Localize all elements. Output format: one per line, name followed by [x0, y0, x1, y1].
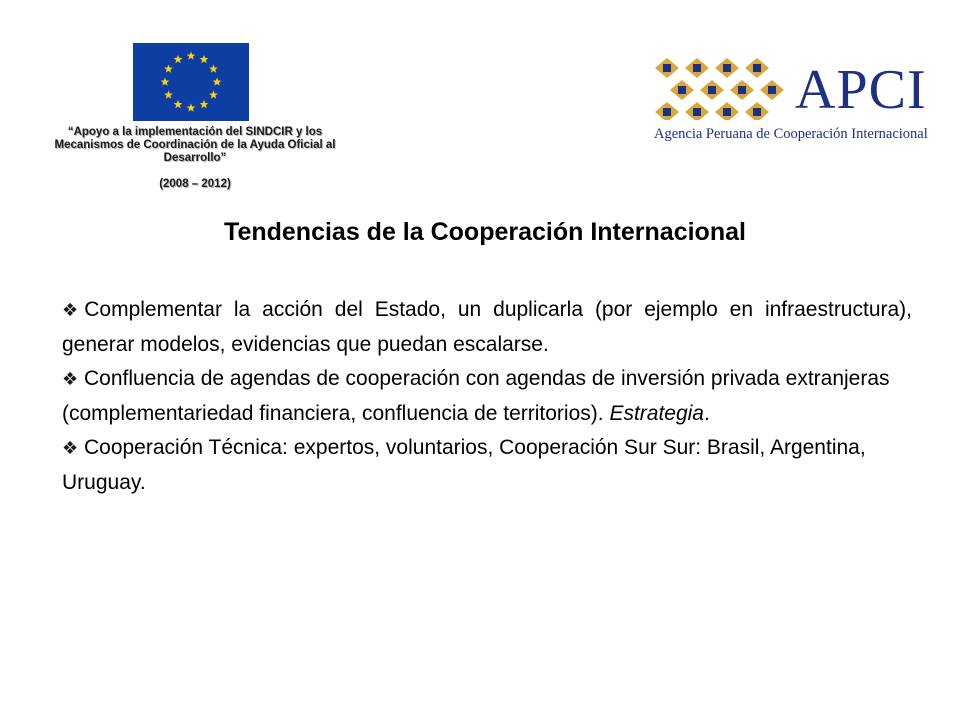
- bullet-tail: .: [704, 402, 710, 425]
- bullet-text: Complementar la acción del Estado, un duplicarla (por ejemplo en infraestructura), generar modelos, evidencias que puedan escalarse.: [62, 298, 913, 356]
- bullet-text: Cooperación Técnica: expertos, voluntarios, Cooperación Sur Sur: Brasil, Argentina, Uruguay.: [62, 436, 866, 494]
- eu-flag-icon: [133, 43, 249, 121]
- apci-pattern-cell: [760, 80, 784, 100]
- bullet-emphasis: Estrategia: [609, 402, 704, 425]
- diamond-bullet-icon: ❖: [62, 369, 79, 390]
- diamond-bullet-icon: ❖: [62, 438, 79, 459]
- apci-pattern-cell: [670, 80, 694, 100]
- apci-pattern-cell: [745, 58, 769, 78]
- apci-name: APCI: [795, 59, 927, 121]
- diamond-bullet-icon: ❖: [62, 300, 85, 321]
- apci-pattern-cell: [700, 80, 724, 100]
- apci-pattern-cell: [655, 102, 679, 120]
- project-years: (2008 – 2012): [159, 178, 231, 190]
- apci-pattern-cell: [715, 102, 739, 120]
- apci-subtitle: Agencia Peruana de Cooperación Internacional: [654, 126, 928, 142]
- bullet-item: [62, 293, 912, 362]
- apci-pattern-cell: [745, 102, 769, 120]
- project-caption: “Apoyo a la implementación del SINDCIR y los Mecanismos de Coordinación de la Ayuda Oficial al Desarrollo”: [54, 126, 336, 164]
- apci-pattern-cell: [685, 58, 709, 78]
- apci-pattern-cell: [655, 58, 679, 78]
- bullet-text: Confluencia de agendas de cooperación con agendas de inversión privada extranjeras (complementariedad financiera, confluencia de territorios).: [62, 367, 890, 425]
- slide-title: Tendencias de la Cooperación Internacional: [224, 218, 746, 246]
- apci-pattern-cell: [685, 102, 709, 120]
- apci-pattern-cell: [715, 58, 739, 78]
- bullet-item: [62, 362, 912, 431]
- apci-pattern-cell: [730, 80, 754, 100]
- bullet-item: [62, 431, 912, 500]
- bullet-list: [62, 293, 912, 500]
